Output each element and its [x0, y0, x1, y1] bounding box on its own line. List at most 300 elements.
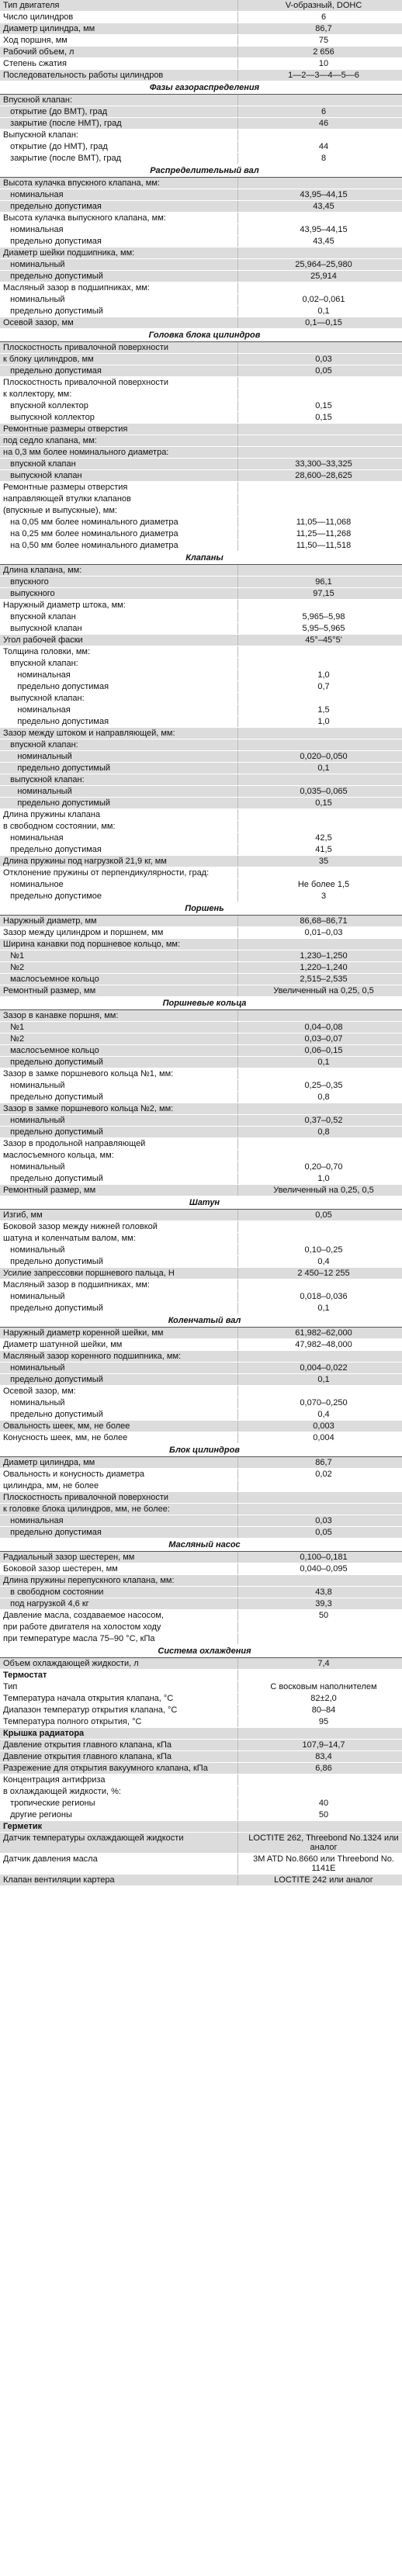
param-value: 3 — [238, 891, 402, 902]
param-label: Ремонтный размер, мм — [0, 985, 238, 997]
table-row — [0, 1150, 402, 1162]
table-row — [0, 213, 402, 224]
param-label: Усилие запрессовки поршневого пальца, Н — [0, 1268, 238, 1279]
param-label: предельно допустимая — [0, 201, 238, 213]
section-header — [0, 1539, 402, 1552]
section-title: Фазы газораспределения — [0, 81, 402, 95]
param-value — [238, 565, 402, 576]
param-value — [238, 739, 402, 751]
section-header — [0, 1196, 402, 1210]
param-label: номинальный — [0, 259, 238, 271]
table-row — [0, 1432, 402, 1444]
param-label: Масляный зазор в подшипниках, мм: — [0, 282, 238, 294]
param-label: Высота кулачка выпускного клапана, мм: — [0, 213, 238, 224]
table-row — [0, 517, 402, 528]
table-row — [0, 153, 402, 164]
table-row — [0, 493, 402, 505]
param-label: впускного — [0, 576, 238, 588]
param-value: 0,1 — [238, 306, 402, 317]
param-label: под седло клапана, мм: — [0, 435, 238, 447]
param-label: предельно допустимая — [0, 1527, 238, 1539]
param-value: 3M ATD No.8660 или Threebond No. 1141E — [238, 1854, 402, 1875]
param-value: 0,1 — [238, 1057, 402, 1068]
param-value: 50 — [238, 1610, 402, 1622]
param-label: Осевой зазор, мм: — [0, 1386, 238, 1397]
table-row — [0, 833, 402, 844]
param-label: номинальная — [0, 1515, 238, 1527]
param-value: 0,7 — [238, 681, 402, 693]
table-row — [0, 342, 402, 354]
param-value — [238, 1670, 402, 1681]
param-value: 0,003 — [238, 1421, 402, 1432]
table-row — [0, 809, 402, 821]
param-label: номинальный — [0, 1397, 238, 1409]
param-value — [238, 1279, 402, 1291]
param-label: Масляный зазор в подшипниках, мм: — [0, 1279, 238, 1291]
param-label: предельно допустимая — [0, 844, 238, 856]
param-value: 5,95–5,965 — [238, 623, 402, 635]
param-label: Впускной клапан: — [0, 95, 238, 106]
param-value — [238, 493, 402, 505]
table-row — [0, 58, 402, 70]
table-row — [0, 1504, 402, 1515]
section-title: Клапаны — [0, 552, 402, 565]
param-label: Длина пружины под нагрузкой 21,9 кг, мм — [0, 856, 238, 867]
param-label: Длина пружины перепускного клапана, мм: — [0, 1575, 238, 1587]
param-value: 0,070–0,250 — [238, 1397, 402, 1409]
table-row — [0, 891, 402, 902]
table-row — [0, 12, 402, 23]
param-value: 0,25–0,35 — [238, 1080, 402, 1092]
table-row — [0, 1693, 402, 1705]
table-row — [0, 1786, 402, 1798]
table-row — [0, 1221, 402, 1233]
param-label: Диапазон температур открытия клапана, °С — [0, 1705, 238, 1716]
param-value: 0,01–0,03 — [238, 927, 402, 939]
table-row — [0, 70, 402, 81]
param-label: Диаметр шатунной шейки, мм — [0, 1339, 238, 1351]
param-value: 0,02–0,061 — [238, 294, 402, 306]
table-row — [0, 916, 402, 927]
table-row — [0, 424, 402, 435]
param-value: 0,035–0,065 — [238, 786, 402, 798]
param-value: 42,5 — [238, 833, 402, 844]
param-label: Плоскостность привалочной поверхности — [0, 342, 238, 354]
param-label: предельно допустимый — [0, 271, 238, 282]
param-label: номинальный — [0, 1162, 238, 1173]
section-header — [0, 902, 402, 916]
table-row — [0, 389, 402, 400]
table-row — [0, 141, 402, 153]
table-row — [0, 705, 402, 716]
param-label: маслосъемное кольцо — [0, 974, 238, 985]
table-row — [0, 540, 402, 552]
param-value — [238, 821, 402, 833]
param-value: 6,86 — [238, 1763, 402, 1774]
param-label: открытие (до НМТ), град — [0, 141, 238, 153]
table-row — [0, 985, 402, 997]
param-value: 86,7 — [238, 1457, 402, 1469]
param-value — [238, 867, 402, 879]
table-row — [0, 1809, 402, 1821]
table-row — [0, 867, 402, 879]
table-row — [0, 1763, 402, 1774]
table-row — [0, 259, 402, 271]
param-value — [238, 1103, 402, 1115]
table-row — [0, 786, 402, 798]
section-header — [0, 1314, 402, 1328]
param-value: 0,03 — [238, 1515, 402, 1527]
param-value: 0,05 — [238, 1210, 402, 1221]
param-value — [238, 646, 402, 658]
param-value — [238, 693, 402, 705]
table-row — [0, 47, 402, 58]
param-label: выпускной коллектор — [0, 412, 238, 424]
param-value: LOCTITE 242 или аналог — [238, 1875, 402, 1886]
table-row — [0, 1705, 402, 1716]
param-value: 0,03 — [238, 354, 402, 365]
table-row — [0, 1610, 402, 1622]
param-value: 2 450–12 255 — [238, 1268, 402, 1279]
param-value: 0,004 — [238, 1432, 402, 1444]
table-row — [0, 294, 402, 306]
table-row — [0, 459, 402, 470]
table-row — [0, 1162, 402, 1173]
section-header — [0, 1645, 402, 1658]
section-header — [0, 164, 402, 178]
table-row — [0, 0, 402, 12]
param-value — [238, 435, 402, 447]
section-header — [0, 329, 402, 342]
param-label: Плоскостность привалочной поверхности — [0, 377, 238, 389]
param-label: №2 — [0, 1034, 238, 1045]
table-row — [0, 939, 402, 950]
param-label: Наружный диаметр, мм — [0, 916, 238, 927]
param-label: Концентрация антифриза — [0, 1774, 238, 1786]
param-value: 25,914 — [238, 271, 402, 282]
param-value: 43,45 — [238, 236, 402, 248]
param-value: 0,37–0,52 — [238, 1115, 402, 1127]
param-value: 107,9–14,7 — [238, 1740, 402, 1751]
param-value: V-образный, DOHC — [238, 0, 402, 12]
table-row — [0, 1633, 402, 1645]
table-row — [0, 681, 402, 693]
param-value: 0,15 — [238, 798, 402, 809]
table-row — [0, 470, 402, 482]
table-row — [0, 412, 402, 424]
table-row — [0, 1552, 402, 1563]
table-row — [0, 962, 402, 974]
section-title: Шатун — [0, 1196, 402, 1210]
table-row — [0, 646, 402, 658]
param-value: 0,018–0,036 — [238, 1291, 402, 1303]
table-row — [0, 856, 402, 867]
param-label: номинальный — [0, 1291, 238, 1303]
section-header — [0, 1444, 402, 1457]
param-value: 0,05 — [238, 365, 402, 377]
param-label: предельно допустимый — [0, 1303, 238, 1314]
param-label: Диаметр цилиндра, мм — [0, 23, 238, 35]
param-label: впускной клапан — [0, 459, 238, 470]
param-value — [238, 377, 402, 389]
param-value: 80–84 — [238, 1705, 402, 1716]
param-label: предельно допустимый — [0, 1173, 238, 1185]
table-row — [0, 271, 402, 282]
param-label: №1 — [0, 950, 238, 962]
param-label: предельно допустимая — [0, 236, 238, 248]
param-label: выпускной клапан — [0, 623, 238, 635]
param-label: Давление масла, создаваемое насосом, — [0, 1610, 238, 1622]
section-header — [0, 552, 402, 565]
param-value: 83,4 — [238, 1751, 402, 1763]
table-row — [0, 482, 402, 493]
param-value — [238, 600, 402, 611]
table-row — [0, 927, 402, 939]
table-row — [0, 1173, 402, 1185]
param-label: предельно допустимое — [0, 891, 238, 902]
table-row — [0, 1291, 402, 1303]
param-label: тропические регионы — [0, 1798, 238, 1809]
param-value: 43,95–44,15 — [238, 224, 402, 236]
param-value: 41,5 — [238, 844, 402, 856]
table-row — [0, 1409, 402, 1421]
param-label: Степень сжатия — [0, 58, 238, 70]
param-label: впускной клапан: — [0, 658, 238, 670]
param-label: Диаметр цилиндра, мм — [0, 1457, 238, 1469]
param-label: Длина пружины клапана — [0, 809, 238, 821]
param-value: 96,1 — [238, 576, 402, 588]
table-row — [0, 435, 402, 447]
table-row — [0, 1245, 402, 1256]
table-row — [0, 505, 402, 517]
table-row — [0, 23, 402, 35]
param-value: 43,45 — [238, 201, 402, 213]
param-label: предельно допустимый — [0, 306, 238, 317]
table-row — [0, 1833, 402, 1854]
param-label: Угол рабочей фаски — [0, 635, 238, 646]
table-row — [0, 1622, 402, 1633]
param-value: 0,4 — [238, 1409, 402, 1421]
table-row — [0, 1339, 402, 1351]
param-value — [238, 1233, 402, 1245]
table-row — [0, 1185, 402, 1196]
table-row — [0, 282, 402, 294]
param-label: Наружный диаметр коренной шейки, мм — [0, 1328, 238, 1339]
param-label: Ремонтные размеры отверстия — [0, 424, 238, 435]
param-value — [238, 939, 402, 950]
param-value — [238, 658, 402, 670]
table-row — [0, 365, 402, 377]
param-value: 0,1 — [238, 1303, 402, 1314]
param-value: 0,1 — [238, 763, 402, 774]
param-label: в свободном состоянии, мм: — [0, 821, 238, 833]
table-row — [0, 106, 402, 118]
param-label: номинальный — [0, 294, 238, 306]
param-value: 0,03–0,07 — [238, 1034, 402, 1045]
param-label: номинальная — [0, 833, 238, 844]
table-row — [0, 1492, 402, 1504]
table-row — [0, 1798, 402, 1809]
param-label: Осевой зазор, мм — [0, 317, 238, 329]
param-value — [238, 95, 402, 106]
param-value: 6 — [238, 106, 402, 118]
param-label: номинальный — [0, 1115, 238, 1127]
param-value: 0,05 — [238, 1527, 402, 1539]
param-value: 2 656 — [238, 47, 402, 58]
table-row — [0, 1233, 402, 1245]
param-value: 40 — [238, 1798, 402, 1809]
param-label: в свободном состоянии — [0, 1587, 238, 1598]
param-label: Зазор в замке поршневого кольца №2, мм: — [0, 1103, 238, 1115]
param-label: номинальный — [0, 1362, 238, 1374]
table-row — [0, 1821, 402, 1833]
param-label: предельно допустимый — [0, 798, 238, 809]
param-label: Ремонтные размеры отверстия — [0, 482, 238, 493]
table-row — [0, 1716, 402, 1728]
table-row — [0, 565, 402, 576]
param-value: 0,06–0,15 — [238, 1045, 402, 1057]
table-row — [0, 1728, 402, 1740]
param-value: 1,220–1,240 — [238, 962, 402, 974]
section-title: Масляный насос — [0, 1539, 402, 1552]
table-row — [0, 95, 402, 106]
param-label: Число цилиндров — [0, 12, 238, 23]
param-label: открытие (до ВМТ), град — [0, 106, 238, 118]
param-value — [238, 1622, 402, 1633]
param-label: впускной коллектор — [0, 400, 238, 412]
param-label: на 0,3 мм более номинального диаметра: — [0, 447, 238, 459]
param-value: 1,230–1,250 — [238, 950, 402, 962]
section-header — [0, 997, 402, 1010]
param-label: предельно допустимый — [0, 1409, 238, 1421]
param-label: предельно допустимый — [0, 1127, 238, 1138]
param-label: Герметик — [0, 1821, 238, 1833]
param-value: 0,004–0,022 — [238, 1362, 402, 1374]
param-label: предельно допустимый — [0, 1256, 238, 1268]
param-label: закрытие (после НМТ), град — [0, 118, 238, 130]
param-label: номинальный — [0, 786, 238, 798]
param-value: 0,1 — [238, 1374, 402, 1386]
param-value: 75 — [238, 35, 402, 47]
param-value: 0,04–0,08 — [238, 1022, 402, 1034]
table-row — [0, 201, 402, 213]
table-row — [0, 528, 402, 540]
param-value: 97,15 — [238, 588, 402, 600]
table-row — [0, 1374, 402, 1386]
table-row — [0, 1397, 402, 1409]
param-value — [238, 389, 402, 400]
param-value: Не более 1,5 — [238, 879, 402, 891]
table-row — [0, 118, 402, 130]
table-row — [0, 1210, 402, 1221]
table-row — [0, 1515, 402, 1527]
table-row — [0, 1279, 402, 1291]
param-value: 11,25—11,268 — [238, 528, 402, 540]
param-value: С восковым наполнителем — [238, 1681, 402, 1693]
table-row — [0, 224, 402, 236]
param-value — [238, 130, 402, 141]
param-value — [238, 1351, 402, 1362]
table-row — [0, 1587, 402, 1598]
param-value: 0,8 — [238, 1092, 402, 1103]
param-value — [238, 1221, 402, 1233]
table-row — [0, 306, 402, 317]
table-row — [0, 1386, 402, 1397]
table-row — [0, 1045, 402, 1057]
table-row — [0, 130, 402, 141]
table-row — [0, 1658, 402, 1670]
param-label: Температура полного открытия, °С — [0, 1716, 238, 1728]
table-row — [0, 1127, 402, 1138]
param-label: Датчик температуры охлаждающей жидкости — [0, 1833, 238, 1854]
param-value: 7,4 — [238, 1658, 402, 1670]
table-row — [0, 879, 402, 891]
param-label: номинальная — [0, 670, 238, 681]
param-label: Давление открытия главного клапана, кПа — [0, 1751, 238, 1763]
table-row — [0, 600, 402, 611]
param-value — [238, 1138, 402, 1150]
param-label: предельно допустимая — [0, 681, 238, 693]
table-row — [0, 1138, 402, 1150]
param-label: Тип — [0, 1681, 238, 1693]
param-label: Ширина канавки под поршневое кольцо, мм: — [0, 939, 238, 950]
param-label: Длина клапана, мм: — [0, 565, 238, 576]
table-row — [0, 751, 402, 763]
param-value: 1,5 — [238, 705, 402, 716]
param-value — [238, 424, 402, 435]
table-row — [0, 1527, 402, 1539]
param-label: Объем охлаждающей жидкости, л — [0, 1658, 238, 1670]
param-label: Тип двигателя — [0, 0, 238, 12]
section-title: Блок цилиндров — [0, 1444, 402, 1457]
param-value: 25,964–25,980 — [238, 259, 402, 271]
param-value: 44 — [238, 141, 402, 153]
param-label: предельно допустимый — [0, 1092, 238, 1103]
table-row — [0, 400, 402, 412]
param-value — [238, 1150, 402, 1162]
table-row — [0, 1480, 402, 1492]
table-row — [0, 178, 402, 189]
param-label: Последовательность работы цилиндров — [0, 70, 238, 81]
param-label: Диаметр шейки подшипника, мм: — [0, 248, 238, 259]
param-label: Конусность шеек, мм, не более — [0, 1432, 238, 1444]
table-row — [0, 716, 402, 728]
param-label: Боковой зазор шестерен, мм — [0, 1563, 238, 1575]
param-value: 28,600–28,625 — [238, 470, 402, 482]
param-value — [238, 482, 402, 493]
param-value: 0,02 — [238, 1469, 402, 1480]
table-row — [0, 236, 402, 248]
section-title: Распределительный вал — [0, 164, 402, 178]
table-row — [0, 1256, 402, 1268]
param-label: номинальная — [0, 189, 238, 201]
param-label: направляющей втулки клапанов — [0, 493, 238, 505]
param-value: 0,8 — [238, 1127, 402, 1138]
param-label: при работе двигателя на холостом ходу — [0, 1622, 238, 1633]
table-row — [0, 1421, 402, 1432]
param-label: Термостат — [0, 1670, 238, 1681]
param-label: Выпускной клапан: — [0, 130, 238, 141]
param-value: 1,0 — [238, 670, 402, 681]
param-label: Плоскостность привалочной поверхности — [0, 1492, 238, 1504]
table-row — [0, 1010, 402, 1022]
param-value — [238, 1774, 402, 1786]
table-row — [0, 1115, 402, 1127]
table-row — [0, 693, 402, 705]
param-value — [238, 1633, 402, 1645]
param-label: Зазор между цилиндром и поршнем, мм — [0, 927, 238, 939]
param-value: 0,20–0,70 — [238, 1162, 402, 1173]
